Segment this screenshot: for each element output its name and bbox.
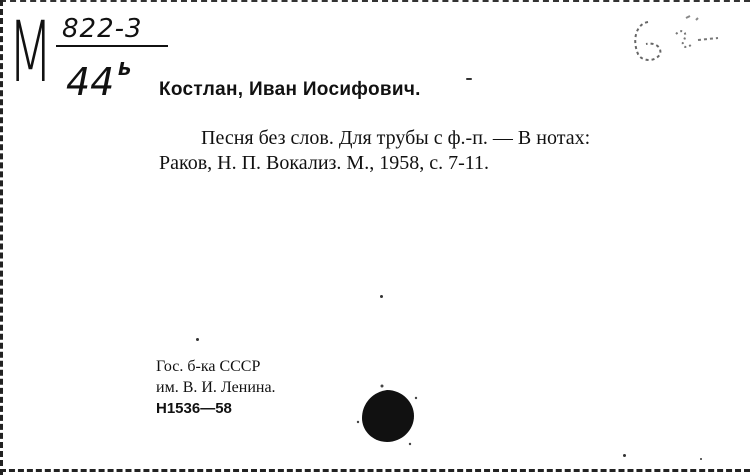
call-number-divider [56, 45, 168, 47]
scan-speck [380, 295, 383, 298]
stamp-line-2: им. В. И. Ленина. [156, 379, 276, 396]
bibliographic-description [159, 126, 719, 176]
scan-speck [196, 338, 199, 341]
library-stamp [156, 356, 276, 419]
scan-speck [466, 78, 472, 80]
pencil-mark-icon [626, 10, 726, 70]
call-number-bottom: 44 [66, 60, 115, 104]
scan-speck [700, 458, 702, 460]
stamp-code: Н1536—58 [156, 400, 232, 417]
description-line-1: Песня без слов. Для трубы с ф.-п. — В нотах: [201, 127, 591, 149]
author-heading: Костлан, Иван Иосифович. [159, 79, 421, 100]
card-left-edge [0, 0, 7, 475]
call-number-superscript: Ь [118, 59, 132, 80]
call-number-top: 822-3 [62, 14, 143, 44]
description-line-2: Раков, Н. П. Вокализ. М., 1958, с. 7-11. [159, 152, 489, 174]
scan-speck [623, 454, 626, 457]
card-top-edge [0, 0, 750, 4]
call-number-letter: М [8, 3, 53, 101]
punch-hole-icon [352, 378, 422, 448]
stamp-line-1: Гос. б-ка СССР [156, 358, 261, 375]
card-bottom-edge [0, 469, 750, 474]
